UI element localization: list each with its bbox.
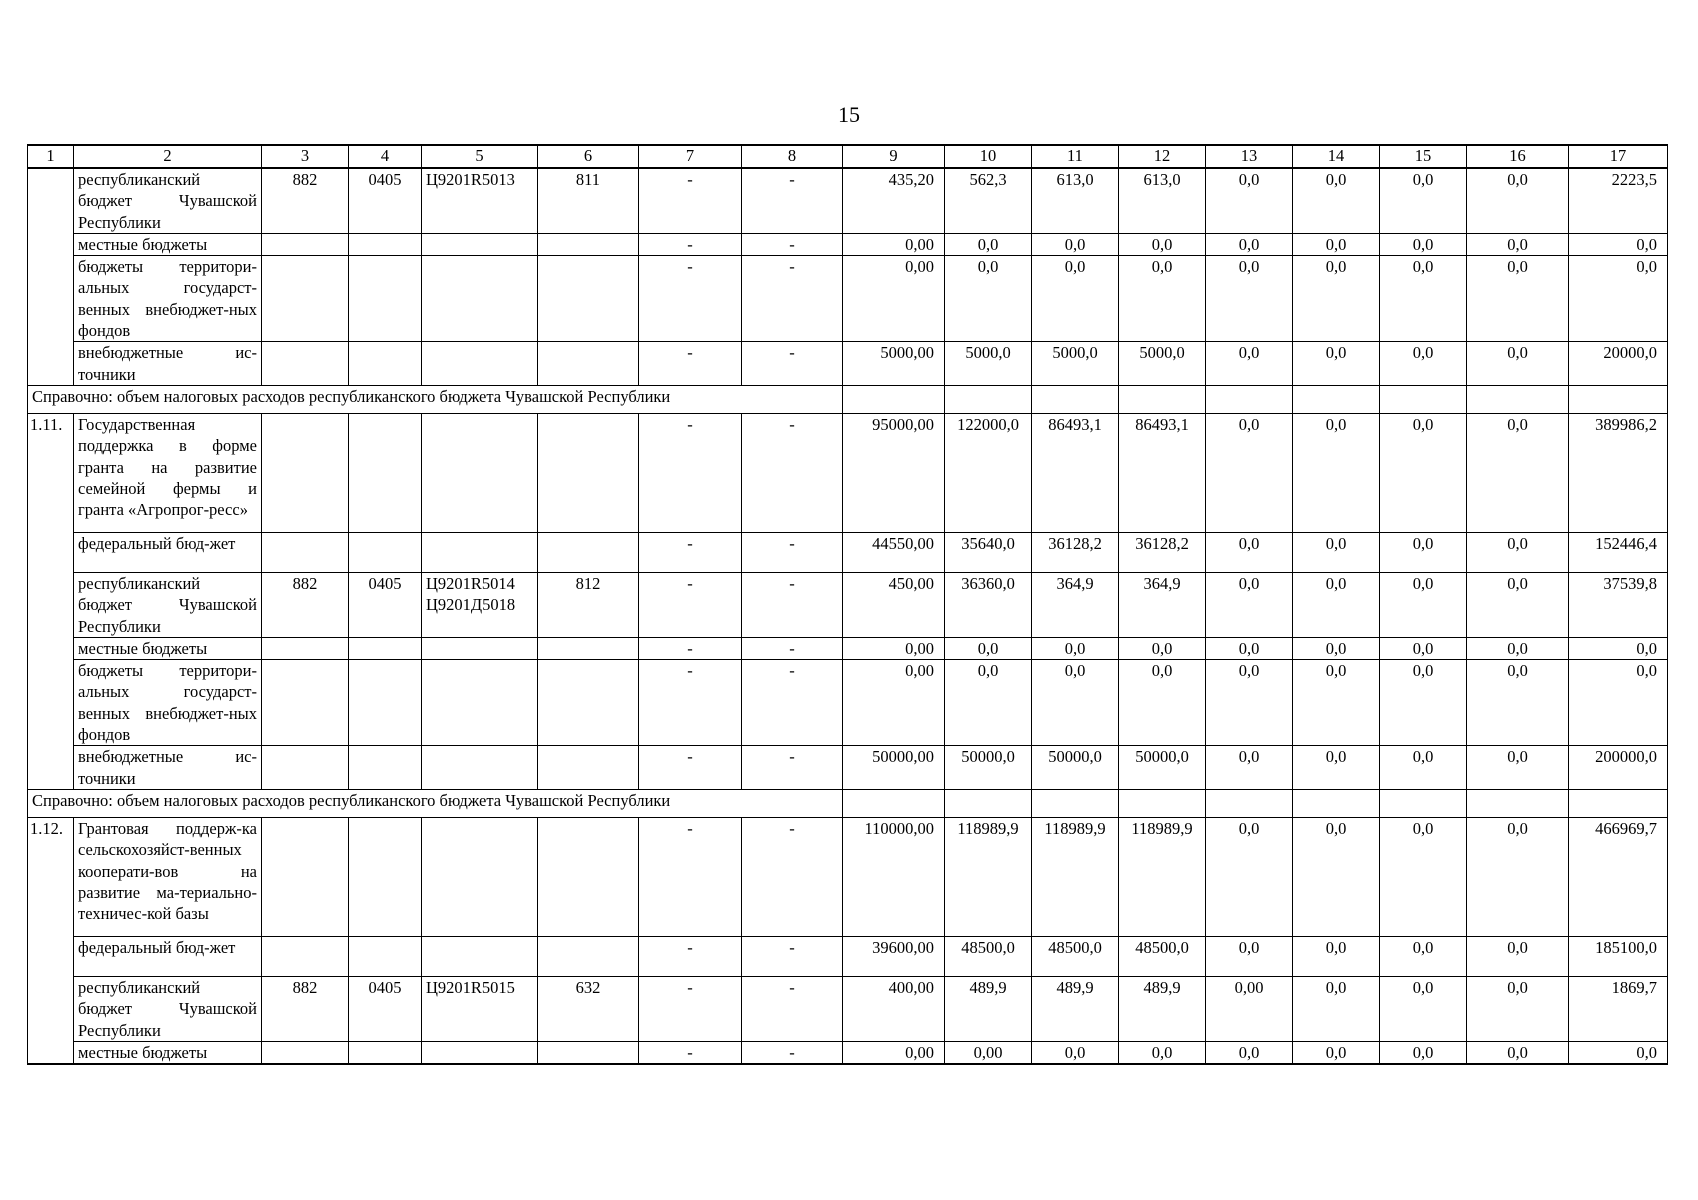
- ministry-code-cell: [262, 1041, 349, 1064]
- col7-cell: -: [639, 976, 742, 1041]
- value-cell-c17: 0,0: [1569, 256, 1668, 342]
- note-text: Справочно: объем налоговых расходов республиканского бюджета Чувашской Республики: [28, 385, 843, 413]
- value-cell-c15: 0,0: [1380, 233, 1467, 255]
- value-cell-c9: 44550,00: [843, 532, 945, 572]
- value-cell-c13: 0,0: [1206, 817, 1293, 936]
- ministry-code-cell: [262, 413, 349, 532]
- value-cell-c14: 0,0: [1293, 746, 1380, 790]
- note-empty-cell: [1206, 385, 1293, 413]
- value-cell-c10: 50000,0: [945, 746, 1032, 790]
- value-cell-c16: 0,0: [1467, 746, 1569, 790]
- ministry-code-cell: 882: [262, 168, 349, 233]
- value-cell-c10: 48500,0: [945, 936, 1032, 976]
- column-header-3: 3: [262, 145, 349, 168]
- column-header-15: 15: [1380, 145, 1467, 168]
- value-cell-c13: 0,0: [1206, 256, 1293, 342]
- expense-type-cell: [538, 342, 639, 386]
- item-name-cell: федеральный бюд-жет: [74, 936, 262, 976]
- value-cell-c11: 613,0: [1032, 168, 1119, 233]
- value-cell-c13: 0,0: [1206, 572, 1293, 637]
- section-code-cell: [349, 637, 422, 659]
- value-cell-c9: 0,00: [843, 233, 945, 255]
- value-cell-c17: 2223,5: [1569, 168, 1668, 233]
- column-header-9: 9: [843, 145, 945, 168]
- item-name-cell: федеральный бюд-жет: [74, 532, 262, 572]
- note-empty-cell: [843, 385, 945, 413]
- value-cell-c13: 0,0: [1206, 1041, 1293, 1064]
- column-header-1: 1: [28, 145, 74, 168]
- col7-cell: -: [639, 936, 742, 976]
- expense-type-cell: [538, 1041, 639, 1064]
- expense-type-cell: 632: [538, 976, 639, 1041]
- col7-cell: -: [639, 168, 742, 233]
- value-cell-c11: 489,9: [1032, 976, 1119, 1041]
- value-cell-c15: 0,0: [1380, 637, 1467, 659]
- col8-cell: -: [742, 637, 843, 659]
- col8-cell: -: [742, 660, 843, 746]
- table-row: [28, 1041, 1668, 1064]
- column-header-17: 17: [1569, 145, 1668, 168]
- section-code-cell: [349, 413, 422, 532]
- col7-cell: -: [639, 256, 742, 342]
- value-cell-c9: 0,00: [843, 660, 945, 746]
- expense-type-cell: [538, 637, 639, 659]
- col8-cell: -: [742, 413, 843, 532]
- value-cell-c12: 0,0: [1119, 256, 1206, 342]
- value-cell-c9: 450,00: [843, 572, 945, 637]
- value-cell-c12: 0,0: [1119, 660, 1206, 746]
- value-cell-c16: 0,0: [1467, 532, 1569, 572]
- value-cell-c15: 0,0: [1380, 168, 1467, 233]
- value-cell-c16: 0,0: [1467, 168, 1569, 233]
- value-cell-c10: 0,0: [945, 233, 1032, 255]
- table-row: [28, 936, 1668, 976]
- value-cell-c11: 0,0: [1032, 1041, 1119, 1064]
- note-empty-cell: [1467, 789, 1569, 817]
- value-cell-c10: 122000,0: [945, 413, 1032, 532]
- ministry-code-cell: 882: [262, 976, 349, 1041]
- value-cell-c16: 0,0: [1467, 256, 1569, 342]
- note-empty-cell: [1293, 789, 1380, 817]
- item-name-cell: местные бюджеты: [74, 233, 262, 255]
- expense-type-cell: 811: [538, 168, 639, 233]
- value-cell-c14: 0,0: [1293, 342, 1380, 386]
- value-cell-c9: 0,00: [843, 1041, 945, 1064]
- ministry-code-cell: [262, 817, 349, 936]
- value-cell-c11: 364,9: [1032, 572, 1119, 637]
- value-cell-c16: 0,0: [1467, 817, 1569, 936]
- row-number-cell: [28, 660, 74, 746]
- target-article-cell: Ц9201R5015: [422, 976, 538, 1041]
- value-cell-c15: 0,0: [1380, 936, 1467, 976]
- section-code-cell: [349, 532, 422, 572]
- value-cell-c12: 0,0: [1119, 1041, 1206, 1064]
- section-code-cell: 0405: [349, 572, 422, 637]
- ministry-code-cell: [262, 532, 349, 572]
- note-empty-cell: [1032, 385, 1119, 413]
- budget-table: [27, 144, 1668, 1065]
- col7-cell: -: [639, 342, 742, 386]
- page-number: 15: [838, 102, 860, 127]
- target-article-cell: [422, 746, 538, 790]
- table-row: [28, 572, 1668, 637]
- value-cell-c11: 118989,9: [1032, 817, 1119, 936]
- value-cell-c17: 0,0: [1569, 637, 1668, 659]
- col8-cell: -: [742, 817, 843, 936]
- value-cell-c10: 35640,0: [945, 532, 1032, 572]
- section-code-cell: 0405: [349, 168, 422, 233]
- target-article-cell: [422, 817, 538, 936]
- value-cell-c10: 0,0: [945, 256, 1032, 342]
- expense-type-cell: [538, 817, 639, 936]
- target-article-cell: [422, 413, 538, 532]
- row-number-cell: [28, 342, 74, 386]
- column-header-8: 8: [742, 145, 843, 168]
- table-row: [28, 413, 1668, 532]
- section-code-cell: 0405: [349, 976, 422, 1041]
- value-cell-c15: 0,0: [1380, 817, 1467, 936]
- value-cell-c11: 48500,0: [1032, 936, 1119, 976]
- ministry-code-cell: [262, 746, 349, 790]
- value-cell-c12: 86493,1: [1119, 413, 1206, 532]
- value-cell-c17: 0,0: [1569, 233, 1668, 255]
- row-number-cell: [28, 1041, 74, 1064]
- value-cell-c10: 0,0: [945, 660, 1032, 746]
- value-cell-c10: 0,00: [945, 1041, 1032, 1064]
- col7-cell: -: [639, 1041, 742, 1064]
- target-article-cell: [422, 1041, 538, 1064]
- value-cell-c11: 0,0: [1032, 660, 1119, 746]
- item-name-cell: местные бюджеты: [74, 637, 262, 659]
- table-body: [28, 145, 1668, 1064]
- value-cell-c12: 0,0: [1119, 233, 1206, 255]
- note-empty-cell: [945, 789, 1032, 817]
- value-cell-c14: 0,0: [1293, 817, 1380, 936]
- value-cell-c10: 489,9: [945, 976, 1032, 1041]
- value-cell-c15: 0,0: [1380, 572, 1467, 637]
- value-cell-c16: 0,0: [1467, 936, 1569, 976]
- col8-cell: -: [742, 342, 843, 386]
- value-cell-c15: 0,0: [1380, 256, 1467, 342]
- col8-cell: -: [742, 233, 843, 255]
- row-number-cell: [28, 532, 74, 572]
- item-name-cell: бюджеты территори-альных государст-венных внебюджет-ных фондов: [74, 660, 262, 746]
- value-cell-c17: 0,0: [1569, 1041, 1668, 1064]
- note-empty-cell: [843, 789, 945, 817]
- section-code-cell: [349, 746, 422, 790]
- value-cell-c14: 0,0: [1293, 976, 1380, 1041]
- column-header-4: 4: [349, 145, 422, 168]
- value-cell-c9: 435,20: [843, 168, 945, 233]
- column-header-10: 10: [945, 145, 1032, 168]
- value-cell-c16: 0,0: [1467, 413, 1569, 532]
- col8-cell: -: [742, 1041, 843, 1064]
- section-code-cell: [349, 342, 422, 386]
- ministry-code-cell: [262, 233, 349, 255]
- table-row: [28, 342, 1668, 386]
- value-cell-c9: 400,00: [843, 976, 945, 1041]
- col7-cell: -: [639, 413, 742, 532]
- value-cell-c14: 0,0: [1293, 637, 1380, 659]
- value-cell-c12: 36128,2: [1119, 532, 1206, 572]
- section-code-cell: [349, 233, 422, 255]
- value-cell-c16: 0,0: [1467, 660, 1569, 746]
- column-header-13: 13: [1206, 145, 1293, 168]
- row-number-cell: [28, 256, 74, 342]
- column-header-2: 2: [74, 145, 262, 168]
- value-cell-c10: 0,0: [945, 637, 1032, 659]
- value-cell-c9: 0,00: [843, 256, 945, 342]
- value-cell-c10: 5000,0: [945, 342, 1032, 386]
- note-empty-cell: [1380, 385, 1467, 413]
- col7-cell: -: [639, 817, 742, 936]
- value-cell-c9: 110000,00: [843, 817, 945, 936]
- value-cell-c17: 0,0: [1569, 660, 1668, 746]
- value-cell-c17: 152446,4: [1569, 532, 1668, 572]
- value-cell-c17: 466969,7: [1569, 817, 1668, 936]
- target-article-cell: Ц9201R5013: [422, 168, 538, 233]
- col7-cell: -: [639, 746, 742, 790]
- note-empty-cell: [1293, 385, 1380, 413]
- ministry-code-cell: [262, 637, 349, 659]
- note-empty-cell: [1119, 385, 1206, 413]
- value-cell-c13: 0,0: [1206, 413, 1293, 532]
- value-cell-c17: 185100,0: [1569, 936, 1668, 976]
- col7-cell: -: [639, 532, 742, 572]
- target-article-cell: [422, 660, 538, 746]
- item-name-cell: Государственная поддержка в форме гранта на развитие семейной фермы и гранта «Агропрог-ресс»: [74, 413, 262, 532]
- value-cell-c17: 1869,7: [1569, 976, 1668, 1041]
- value-cell-c15: 0,0: [1380, 413, 1467, 532]
- item-name-cell: бюджеты территори-альных государст-венных внебюджет-ных фондов: [74, 256, 262, 342]
- ministry-code-cell: [262, 660, 349, 746]
- expense-type-cell: [538, 660, 639, 746]
- value-cell-c11: 0,0: [1032, 637, 1119, 659]
- value-cell-c17: 200000,0: [1569, 746, 1668, 790]
- value-cell-c13: 0,0: [1206, 532, 1293, 572]
- value-cell-c16: 0,0: [1467, 233, 1569, 255]
- table-row: [28, 660, 1668, 746]
- value-cell-c9: 95000,00: [843, 413, 945, 532]
- value-cell-c12: 50000,0: [1119, 746, 1206, 790]
- row-number-cell: [28, 976, 74, 1041]
- section-code-cell: [349, 660, 422, 746]
- table-row: [28, 168, 1668, 233]
- target-article-cell: [422, 532, 538, 572]
- value-cell-c11: 0,0: [1032, 233, 1119, 255]
- value-cell-c14: 0,0: [1293, 233, 1380, 255]
- note-empty-cell: [1569, 789, 1668, 817]
- target-article-cell: [422, 342, 538, 386]
- table-row: [28, 976, 1668, 1041]
- value-cell-c12: 489,9: [1119, 976, 1206, 1041]
- value-cell-c12: 5000,0: [1119, 342, 1206, 386]
- item-name-cell: местные бюджеты: [74, 1041, 262, 1064]
- note-empty-cell: [1119, 789, 1206, 817]
- value-cell-c12: 613,0: [1119, 168, 1206, 233]
- table-row: [28, 256, 1668, 342]
- value-cell-c16: 0,0: [1467, 637, 1569, 659]
- item-name-cell: внебюджетные ис-точники: [74, 746, 262, 790]
- value-cell-c15: 0,0: [1380, 532, 1467, 572]
- column-header-11: 11: [1032, 145, 1119, 168]
- value-cell-c17: 20000,0: [1569, 342, 1668, 386]
- column-header-6: 6: [538, 145, 639, 168]
- expense-type-cell: [538, 936, 639, 976]
- target-article-cell: [422, 233, 538, 255]
- col8-cell: -: [742, 532, 843, 572]
- value-cell-c15: 0,0: [1380, 342, 1467, 386]
- row-number-cell: [28, 233, 74, 255]
- column-header-7: 7: [639, 145, 742, 168]
- value-cell-c13: 0,00: [1206, 976, 1293, 1041]
- value-cell-c11: 0,0: [1032, 256, 1119, 342]
- column-header-14: 14: [1293, 145, 1380, 168]
- value-cell-c13: 0,0: [1206, 342, 1293, 386]
- value-cell-c12: 118989,9: [1119, 817, 1206, 936]
- value-cell-c9: 39600,00: [843, 936, 945, 976]
- col8-cell: -: [742, 168, 843, 233]
- ministry-code-cell: [262, 342, 349, 386]
- expense-type-cell: 812: [538, 572, 639, 637]
- value-cell-c16: 0,0: [1467, 572, 1569, 637]
- item-name-cell: внебюджетные ис-точники: [74, 342, 262, 386]
- value-cell-c16: 0,0: [1467, 342, 1569, 386]
- value-cell-c9: 0,00: [843, 637, 945, 659]
- table-row: [28, 233, 1668, 255]
- value-cell-c10: 118989,9: [945, 817, 1032, 936]
- value-cell-c17: 389986,2: [1569, 413, 1668, 532]
- table-row: [28, 532, 1668, 572]
- item-name-cell: республиканский бюджет Чувашской Республики: [74, 976, 262, 1041]
- note-empty-cell: [1032, 789, 1119, 817]
- target-article-cell: [422, 637, 538, 659]
- target-article-cell: [422, 256, 538, 342]
- col7-cell: -: [639, 572, 742, 637]
- value-cell-c12: 364,9: [1119, 572, 1206, 637]
- item-name-cell: республиканский бюджет Чувашской Республики: [74, 572, 262, 637]
- row-number-cell: [28, 637, 74, 659]
- col8-cell: -: [742, 746, 843, 790]
- row-number-cell: [28, 936, 74, 976]
- value-cell-c13: 0,0: [1206, 660, 1293, 746]
- value-cell-c12: 0,0: [1119, 637, 1206, 659]
- col7-cell: -: [639, 637, 742, 659]
- item-name-cell: Грантовая поддерж-ка сельскохозяйст-венных кооперати-вов на развитие ма-териально-техничес-кой базы: [74, 817, 262, 936]
- row-number-cell: [28, 746, 74, 790]
- value-cell-c14: 0,0: [1293, 168, 1380, 233]
- column-header-12: 12: [1119, 145, 1206, 168]
- value-cell-c10: 562,3: [945, 168, 1032, 233]
- expense-type-cell: [538, 256, 639, 342]
- note-empty-cell: [1467, 385, 1569, 413]
- ministry-code-cell: [262, 256, 349, 342]
- value-cell-c15: 0,0: [1380, 746, 1467, 790]
- value-cell-c14: 0,0: [1293, 1041, 1380, 1064]
- expense-type-cell: [538, 413, 639, 532]
- col7-cell: -: [639, 233, 742, 255]
- value-cell-c17: 37539,8: [1569, 572, 1668, 637]
- value-cell-c15: 0,0: [1380, 976, 1467, 1041]
- column-header-16: 16: [1467, 145, 1569, 168]
- col8-cell: -: [742, 572, 843, 637]
- value-cell-c14: 0,0: [1293, 572, 1380, 637]
- value-cell-c13: 0,0: [1206, 233, 1293, 255]
- note-row: [28, 789, 1668, 817]
- value-cell-c11: 50000,0: [1032, 746, 1119, 790]
- ministry-code-cell: [262, 936, 349, 976]
- note-text: Справочно: объем налоговых расходов республиканского бюджета Чувашской Республики: [28, 789, 843, 817]
- table-row: [28, 746, 1668, 790]
- row-number-cell: 1.11.: [28, 413, 74, 532]
- expense-type-cell: [538, 746, 639, 790]
- value-cell-c14: 0,0: [1293, 413, 1380, 532]
- value-cell-c16: 0,0: [1467, 976, 1569, 1041]
- value-cell-c13: 0,0: [1206, 746, 1293, 790]
- section-code-cell: [349, 817, 422, 936]
- note-row: [28, 385, 1668, 413]
- section-code-cell: [349, 256, 422, 342]
- note-empty-cell: [1206, 789, 1293, 817]
- col8-cell: -: [742, 936, 843, 976]
- value-cell-c16: 0,0: [1467, 1041, 1569, 1064]
- value-cell-c14: 0,0: [1293, 660, 1380, 746]
- col8-cell: -: [742, 976, 843, 1041]
- section-code-cell: [349, 936, 422, 976]
- value-cell-c14: 0,0: [1293, 532, 1380, 572]
- ministry-code-cell: 882: [262, 572, 349, 637]
- note-empty-cell: [1380, 789, 1467, 817]
- value-cell-c10: 36360,0: [945, 572, 1032, 637]
- value-cell-c15: 0,0: [1380, 1041, 1467, 1064]
- value-cell-c12: 48500,0: [1119, 936, 1206, 976]
- row-number-cell: [28, 168, 74, 233]
- section-code-cell: [349, 1041, 422, 1064]
- target-article-cell: [422, 936, 538, 976]
- row-number-cell: [28, 572, 74, 637]
- note-empty-cell: [945, 385, 1032, 413]
- column-header-5: 5: [422, 145, 538, 168]
- note-empty-cell: [1569, 385, 1668, 413]
- value-cell-c11: 86493,1: [1032, 413, 1119, 532]
- table-row: [28, 817, 1668, 936]
- column-number-row: [28, 145, 1668, 168]
- value-cell-c13: 0,0: [1206, 168, 1293, 233]
- value-cell-c11: 36128,2: [1032, 532, 1119, 572]
- value-cell-c9: 50000,00: [843, 746, 945, 790]
- target-article-cell: Ц9201R5014 Ц9201Д5018: [422, 572, 538, 637]
- value-cell-c14: 0,0: [1293, 936, 1380, 976]
- row-number-cell: 1.12.: [28, 817, 74, 936]
- col7-cell: -: [639, 660, 742, 746]
- expense-type-cell: [538, 233, 639, 255]
- expense-type-cell: [538, 532, 639, 572]
- col8-cell: -: [742, 256, 843, 342]
- value-cell-c11: 5000,0: [1032, 342, 1119, 386]
- value-cell-c14: 0,0: [1293, 256, 1380, 342]
- value-cell-c9: 5000,00: [843, 342, 945, 386]
- item-name-cell: республиканский бюджет Чувашской Республики: [74, 168, 262, 233]
- table-row: [28, 637, 1668, 659]
- value-cell-c15: 0,0: [1380, 660, 1467, 746]
- value-cell-c13: 0,0: [1206, 637, 1293, 659]
- value-cell-c13: 0,0: [1206, 936, 1293, 976]
